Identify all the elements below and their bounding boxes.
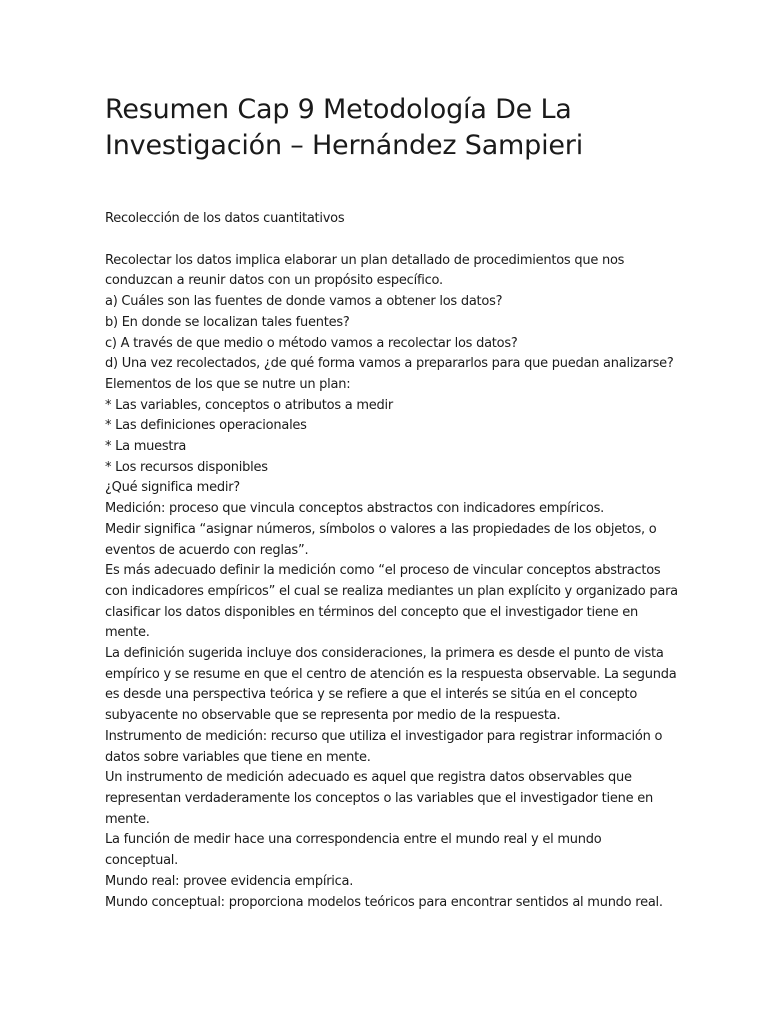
text-line: ¿Qué significa medir? — [105, 480, 240, 496]
text-line: b) En donde se localizan tales fuentes? — [105, 314, 350, 330]
text-line: La función de medir hace una correspondencia entre el mundo real y el mundo — [105, 832, 602, 848]
document-title — [105, 0, 665, 164]
text-line: Mundo conceptual: proporciona modelos teóricos para encontrar sentidos al mundo real. — [105, 894, 663, 910]
text-line: con indicadores empíricos” el cual se realiza mediantes un plan explícito y organizado para — [105, 583, 678, 599]
text-line: d) Una vez recolectados, ¿de qué forma vamos a prepararlos para que puedan analizarse? — [105, 356, 674, 372]
text-line: subyacente no observable que se representa por medio de la respuesta. — [105, 708, 561, 724]
list-item: * Las variables, conceptos o atributos a medir — [105, 397, 393, 413]
title-line: Resumen Cap 9 Metodología De La — [105, 94, 572, 125]
text-line: datos sobre variables que tiene en mente. — [105, 749, 371, 765]
text-line: eventos de acuerdo con reglas”. — [105, 542, 309, 558]
text-line: empírico y se resume en que el centro de atención es la respuesta observable. La segunda — [105, 666, 677, 682]
text-line: Medir significa “asignar números, símbolos o valores a las propiedades de los objetos, o — [105, 521, 657, 537]
text-line: Elementos de los que se nutre un plan: — [105, 376, 351, 392]
list-item: * Las definiciones operacionales — [105, 418, 307, 434]
text-line: Recolectar los datos implica elaborar un plan detallado de procedimientos que nos — [105, 252, 625, 268]
text-line: Medición: proceso que vincula conceptos abstractos con indicadores empíricos. — [105, 501, 604, 517]
text-line: mente. — [105, 811, 150, 827]
document-body — [105, 251, 678, 914]
list-item: * La muestra — [105, 439, 187, 455]
document-page — [105, 0, 678, 913]
section-heading: Recolección de los datos cuantitativos — [105, 211, 345, 226]
text-line: Mundo real: provee evidencia empírica. — [105, 873, 354, 889]
text-line: c) A través de que medio o método vamos a recolectar los datos? — [105, 335, 518, 351]
text-line: Un instrumento de medición adecuado es aquel que registra datos observables que — [105, 770, 632, 786]
text-line: Instrumento de medición: recurso que utiliza el investigador para registrar información o — [105, 728, 663, 744]
title-line: Investigación – Hernández Sampieri — [105, 130, 584, 161]
text-line: conceptual. — [105, 853, 179, 869]
text-line: Es más adecuado definir la medición como “el proceso de vincular conceptos abstractos — [105, 563, 661, 579]
text-line: representan verdaderamente los conceptos o las variables que el investigador tiene en — [105, 790, 653, 806]
list-item: * Los recursos disponibles — [105, 459, 268, 475]
text-line: conduzcan a reunir datos con un propósito específico. — [105, 273, 443, 289]
text-line: La definición sugerida incluye dos consideraciones, la primera es desde el punto de vista — [105, 646, 664, 662]
text-line: mente. — [105, 625, 150, 641]
text-line: clasificar los datos disponibles en términos del concepto que el investigador tiene en — [105, 604, 638, 620]
text-line: a) Cuáles son las fuentes de donde vamos a obtener los datos? — [105, 294, 503, 310]
text-line: es desde una perspectiva teórica y se refiere a que el interés se sitúa en el concepto — [105, 687, 638, 703]
